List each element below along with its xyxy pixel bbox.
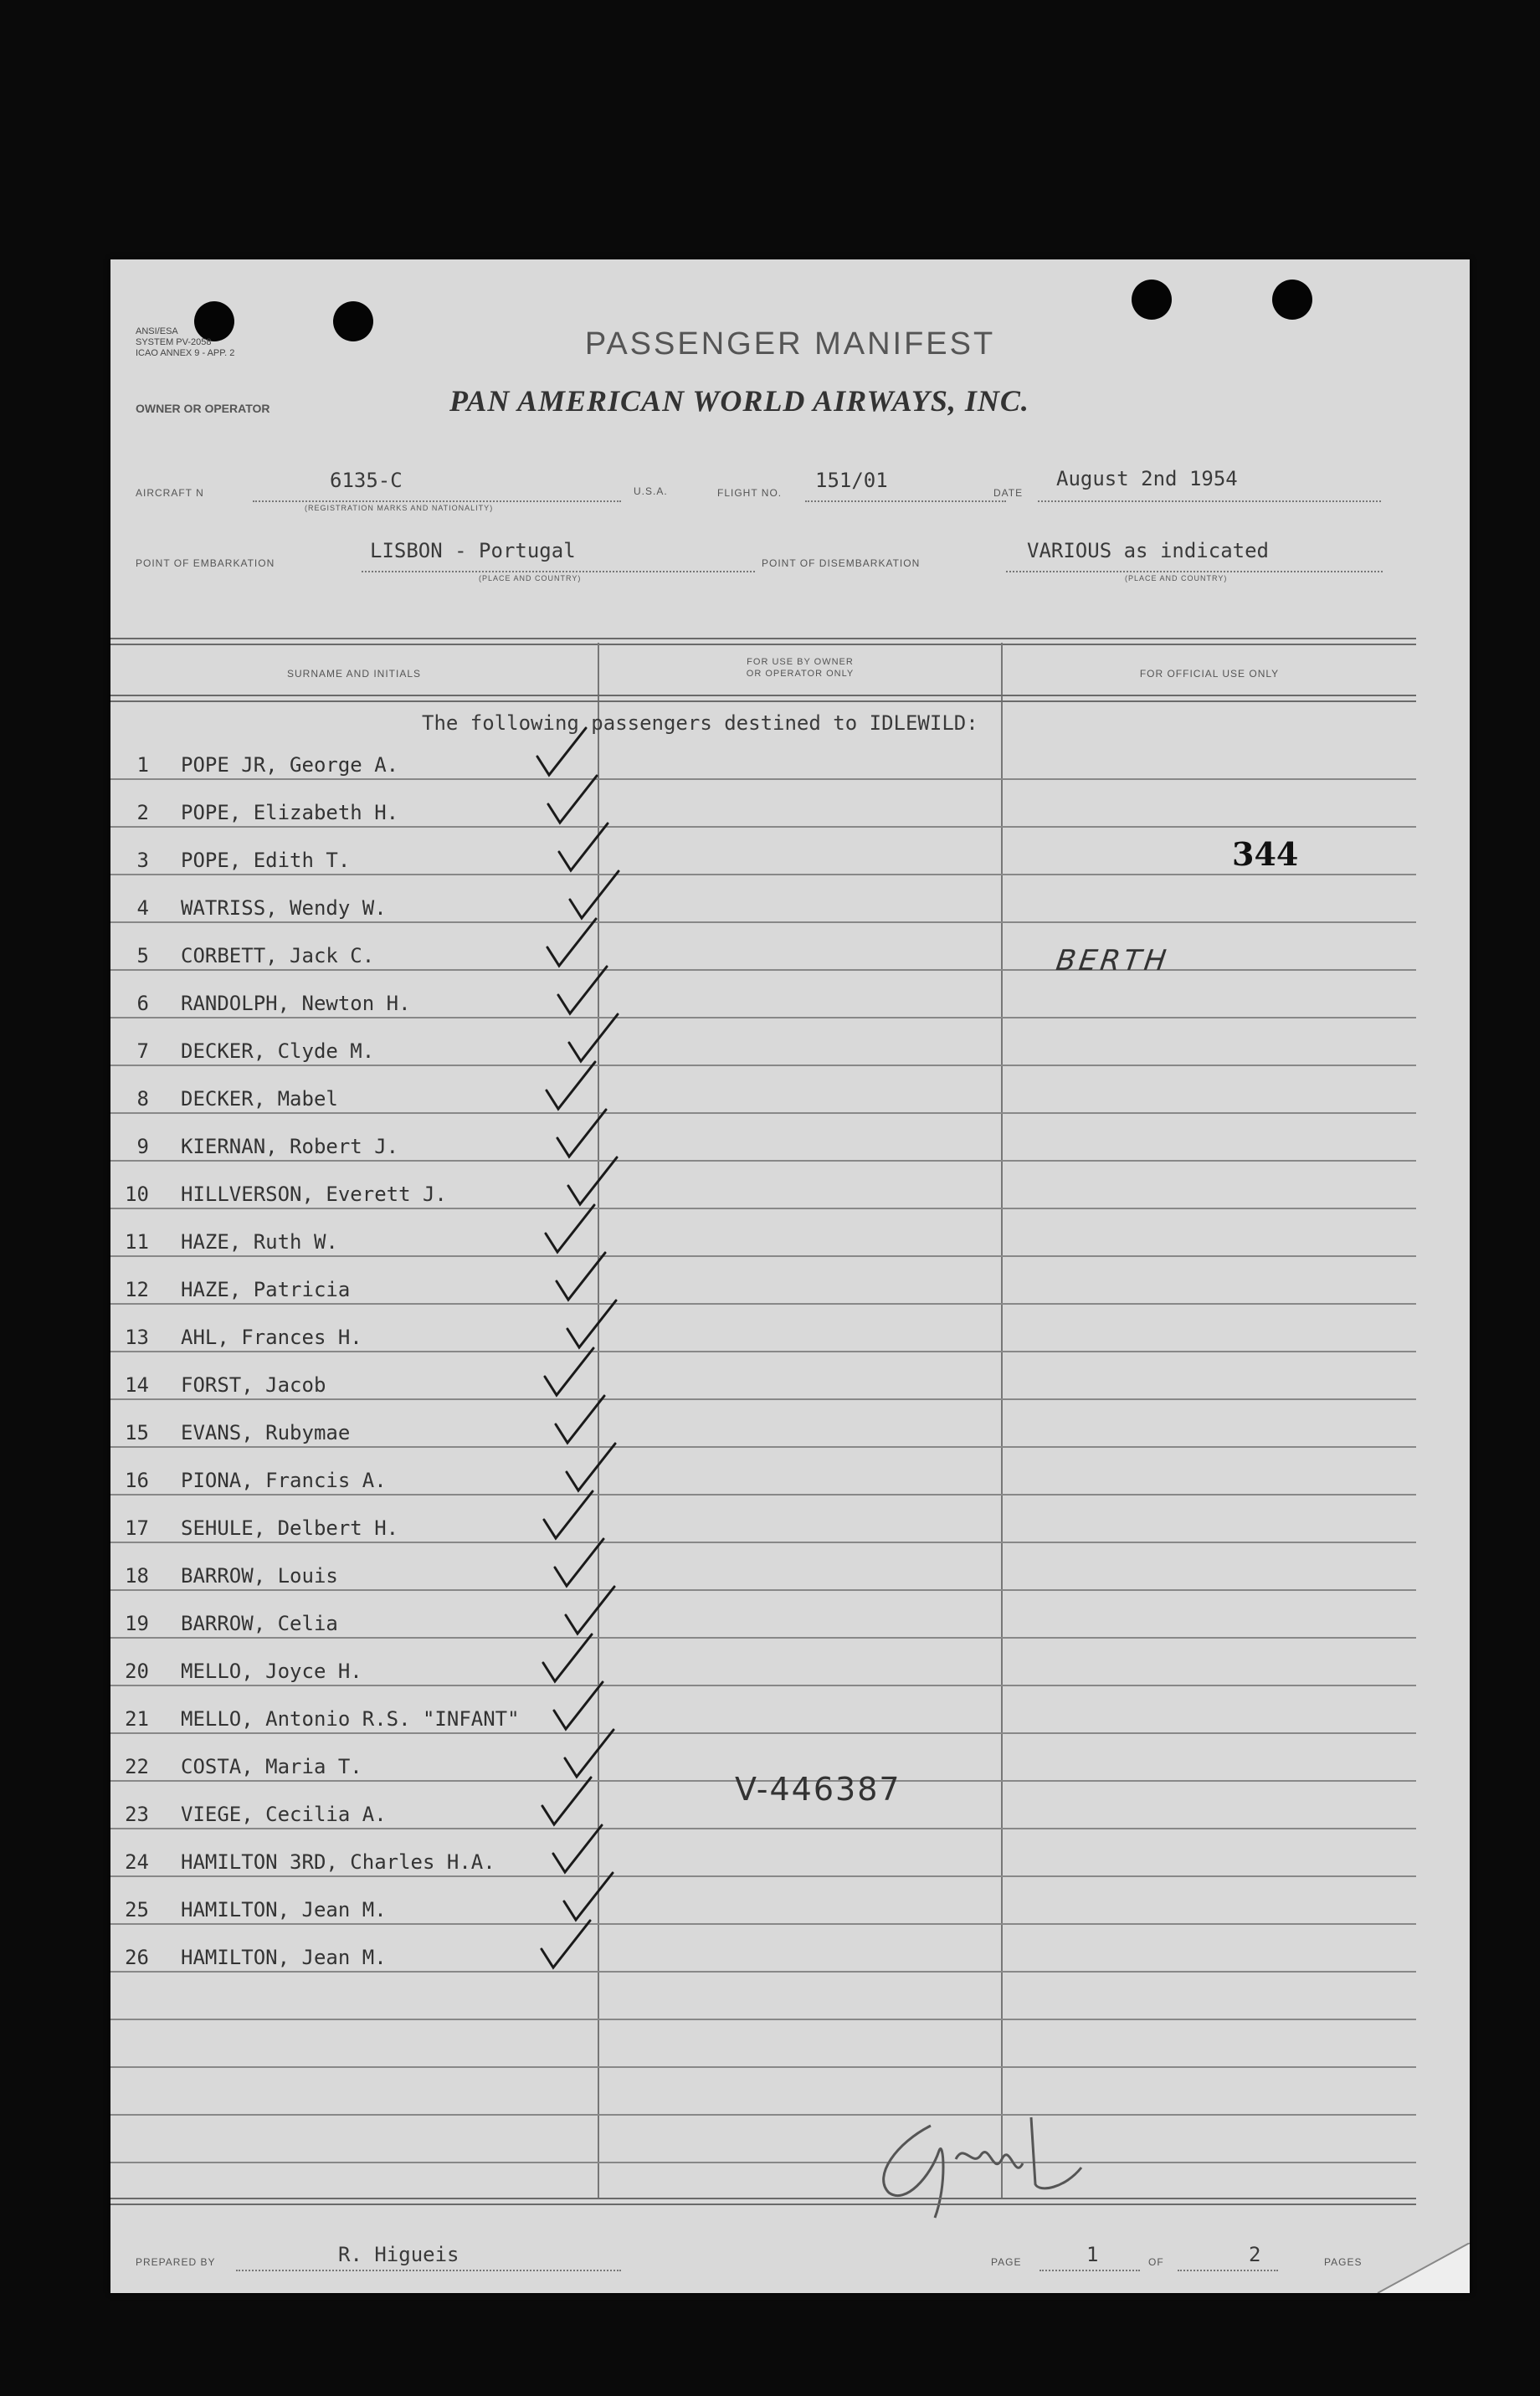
check-mark xyxy=(542,1778,591,1824)
passenger-number: 5 xyxy=(136,944,149,967)
flight-number: 151/01 xyxy=(815,469,888,492)
passenger-name: DECKER, Mabel xyxy=(181,1087,338,1111)
passenger-number: 17 xyxy=(125,1516,149,1540)
passenger-number: 12 xyxy=(125,1278,149,1301)
passenger-name: BARROW, Louis xyxy=(181,1564,338,1588)
passenger-number: 14 xyxy=(125,1373,149,1397)
passenger-number: 2 xyxy=(136,801,149,824)
column-header-surname: SURNAME AND INITIALS xyxy=(286,668,422,680)
disembark-label: POINT OF DISEMBARKATION xyxy=(762,557,921,569)
passenger-name: DECKER, Clyde M. xyxy=(181,1039,375,1063)
prepared-by-underline xyxy=(236,2270,621,2271)
check-mark xyxy=(543,1634,592,1681)
passenger-name: AHL, Frances H. xyxy=(181,1326,362,1349)
passenger-number: 21 xyxy=(125,1707,149,1731)
column-header-official: FOR OFFICIAL USE ONLY xyxy=(1139,668,1280,680)
passenger-name: HAZE, Ruth W. xyxy=(181,1230,338,1254)
folded-corner xyxy=(1369,2243,1470,2293)
check-mark xyxy=(547,919,596,966)
prepared-by: R. Higueis xyxy=(338,2243,459,2266)
check-mark xyxy=(558,967,607,1013)
form-code-line: ICAO ANNEX 9 - APP. 2 xyxy=(136,348,235,358)
passenger-number: 13 xyxy=(125,1326,149,1349)
passenger-number: 20 xyxy=(125,1660,149,1683)
embark-label: POINT OF EMBARKATION xyxy=(136,557,275,569)
page-underline xyxy=(1040,2270,1140,2271)
check-mark xyxy=(565,1730,613,1777)
passenger-name: SEHULE, Delbert H. xyxy=(181,1516,399,1540)
check-mark xyxy=(546,1205,594,1252)
passenger-number: 16 xyxy=(125,1469,149,1492)
disembark-place: VARIOUS as indicated xyxy=(1027,539,1269,562)
check-mark xyxy=(570,871,619,918)
passenger-name: FORST, Jacob xyxy=(181,1373,326,1397)
passenger-name: KIERNAN, Robert J. xyxy=(181,1135,399,1158)
page-label: PAGE xyxy=(991,2256,1022,2268)
passenger-number: 11 xyxy=(125,1230,149,1254)
passenger-number: 25 xyxy=(125,1898,149,1921)
passenger-name: HILLVERSON, Everett J. xyxy=(181,1183,447,1206)
stamp-number: 344 xyxy=(1232,835,1299,873)
passenger-name: MELLO, Joyce H. xyxy=(181,1660,362,1683)
passenger-name: WATRISS, Wendy W. xyxy=(181,896,387,920)
check-mark xyxy=(568,1157,617,1204)
check-mark xyxy=(556,1396,604,1443)
passenger-number: 3 xyxy=(136,849,149,872)
passenger-name: PIONA, Francis A. xyxy=(181,1469,387,1492)
check-mark xyxy=(555,1539,603,1586)
passenger-number: 19 xyxy=(125,1612,149,1635)
passenger-number: 26 xyxy=(125,1946,149,1969)
passenger-number: 9 xyxy=(136,1135,149,1158)
check-mark xyxy=(553,1825,602,1872)
passenger-number: 23 xyxy=(125,1803,149,1826)
page-number: 1 xyxy=(1086,2243,1099,2266)
form-title: PASSENGER MANIFEST xyxy=(584,326,996,362)
passenger-name: POPE JR, George A. xyxy=(181,753,399,777)
passenger-name: HAZE, Patricia xyxy=(181,1278,351,1301)
check-mark xyxy=(569,1014,618,1061)
passenger-number: 18 xyxy=(125,1564,149,1588)
flight-label: FLIGHT NO. xyxy=(717,487,783,499)
check-mark xyxy=(559,823,608,870)
passenger-name: POPE, Edith T. xyxy=(181,849,351,872)
form-code-line: SYSTEM PV-2058 xyxy=(136,337,212,347)
page-total: 2 xyxy=(1249,2243,1261,2266)
passenger-name: COSTA, Maria T. xyxy=(181,1755,362,1778)
column-header-owner-line: OR OPERATOR ONLY xyxy=(746,669,855,679)
passenger-name: HAMILTON 3RD, Charles H.A. xyxy=(181,1850,495,1874)
passenger-name: VIEGE, Cecilia A. xyxy=(181,1803,387,1826)
prepared-by-label: PREPARED BY xyxy=(136,2256,216,2268)
pages-label: PAGES xyxy=(1324,2256,1363,2268)
passenger-number: 1 xyxy=(136,753,149,777)
passenger-number: 22 xyxy=(125,1755,149,1778)
passenger-name: RANDOLPH, Newton H. xyxy=(181,992,411,1015)
owner-label: OWNER OR OPERATOR xyxy=(136,402,270,415)
check-mark xyxy=(557,1253,605,1300)
check-mark xyxy=(544,1491,593,1538)
check-mark xyxy=(567,1301,616,1347)
check-mark xyxy=(542,1921,590,1968)
check-mark xyxy=(557,1110,606,1157)
passenger-number: 15 xyxy=(125,1421,149,1444)
check-mark xyxy=(537,728,586,775)
passenger-number: 10 xyxy=(125,1183,149,1206)
embark-place: LISBON - Portugal xyxy=(370,539,576,562)
check-mark xyxy=(545,1348,593,1395)
check-mark xyxy=(566,1587,614,1634)
registration-caption: (REGISTRATION MARKS AND NATIONALITY) xyxy=(305,504,494,512)
footer-rule xyxy=(110,2198,1416,2205)
owner-name: PAN AMERICAN WORLD AIRWAYS, INC. xyxy=(449,384,1029,418)
visa-note: V-446387 xyxy=(735,1771,901,1808)
check-mark xyxy=(554,1682,603,1729)
of-label: OF xyxy=(1148,2256,1164,2268)
passenger-number: 8 xyxy=(136,1087,149,1111)
disembark-caption: (PLACE AND COUNTRY) xyxy=(1125,574,1228,582)
check-mark xyxy=(547,1062,595,1109)
passenger-name: CORBETT, Jack C. xyxy=(181,944,375,967)
check-marks xyxy=(110,259,1470,2293)
destination-note: The following passengers destined to IDLEWILD: xyxy=(422,711,978,735)
check-mark xyxy=(548,776,597,823)
column-header-owner-line: FOR USE BY OWNER xyxy=(747,657,854,667)
aircraft-number: 6135-C xyxy=(330,469,403,492)
date-label: DATE xyxy=(993,487,1024,499)
check-mark xyxy=(564,1873,613,1920)
passenger-number: 24 xyxy=(125,1850,149,1874)
initials-signature xyxy=(864,2101,1115,2226)
form-code-line: ANSI/ESA xyxy=(136,326,178,336)
embark-caption: (PLACE AND COUNTRY) xyxy=(479,574,582,582)
flight-date: August 2nd 1954 xyxy=(1056,467,1238,490)
of-underline xyxy=(1178,2270,1278,2271)
passenger-name: MELLO, Antonio R.S. "INFANT" xyxy=(181,1707,520,1731)
passenger-name: BARROW, Celia xyxy=(181,1612,338,1635)
passenger-name: HAMILTON, Jean M. xyxy=(181,1946,387,1969)
passenger-name: EVANS, Rubymae xyxy=(181,1421,351,1444)
usa-label: U.S.A. xyxy=(634,485,668,497)
passenger-number: 6 xyxy=(136,992,149,1015)
aircraft-label: AIRCRAFT N xyxy=(136,487,204,499)
passenger-name: HAMILTON, Jean M. xyxy=(181,1898,387,1921)
passenger-number: 7 xyxy=(136,1039,149,1063)
passenger-name: POPE, Elizabeth H. xyxy=(181,801,399,824)
manifest-sheet xyxy=(110,259,1470,2293)
berth-note: BERTH xyxy=(1054,944,1172,977)
passenger-number: 4 xyxy=(136,896,149,920)
check-mark xyxy=(567,1444,615,1490)
